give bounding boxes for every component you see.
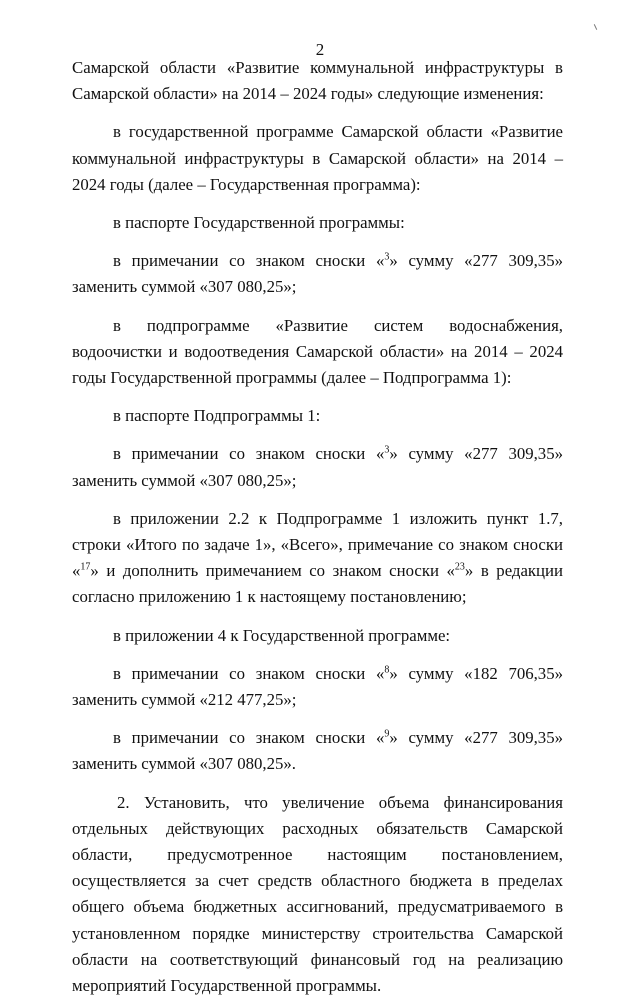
text-fragment: в примечании со знаком сноски «: [113, 444, 385, 464]
text-fragment: » сумму «277 309,35» заменить суммой «307 080,25»;: [72, 251, 563, 297]
paragraph-subprogram-1: в подпрограмме «Развитие систем водоснабжения, водоочистки и водоотведения Самарской области» на 2014 – 2024 годы Государственной программы (далее – Подпрограмма 1):: [72, 315, 563, 388]
text-fragment: в примечании со знаком сноски «: [113, 251, 385, 271]
scan-mark: [594, 24, 597, 30]
paragraph-footnote-9: [72, 725, 563, 777]
text-fragment: в приложении 2.2 к Подпрограмме 1 изложить пункт 1.7, строки «Итого по задаче 1», «Всего», примечание со знаком сноски «: [72, 508, 563, 581]
footnote-mark: 3: [384, 251, 390, 263]
footnote-mark: 17: [80, 561, 91, 573]
footnote-mark: 9: [384, 728, 390, 740]
text-fragment: в примечании со знаком сноски «: [113, 663, 385, 683]
footnote-mark: 23: [454, 561, 465, 573]
paragraph-state-program: в государственной программе Самарской области «Развитие коммунальной инфраструктуры в Самарской области» на 2014 – 2024 годы (далее – Государственная программа):: [72, 122, 563, 194]
text-fragment: » и дополнить примечанием со знаком сноски «: [90, 561, 455, 581]
paragraph-passport-program: в паспорте Государственной программы:: [113, 213, 405, 233]
text-fragment: в примечании со знаком сноски «: [113, 728, 385, 748]
footnote-mark: 8: [384, 664, 390, 676]
paragraph-footnote-3-subprogram: [72, 441, 563, 493]
paragraph-passport-subprogram: в паспорте Подпрограммы 1:: [113, 406, 321, 426]
footnote-mark: 3: [384, 444, 390, 456]
text-fragment: » сумму «182 706,35» заменить суммой «212 477,25»;: [72, 663, 563, 710]
document-body: [72, 55, 563, 999]
text-fragment: » сумму «277 309,35» заменить суммой «307 080,25»;: [72, 444, 563, 490]
paragraph-appendix-2-2: [72, 506, 563, 611]
paragraph-section-2: 2. Установить, что увеличение объема финансирования отдельных действующих расходных обязательств Самарской области, предусмотренное настоящим постановлением, осуществляется за счет средств областного бюджета в пределах общего объема бюджетных ассигнований, предусматриваемого в установленном порядке министерству строительства Самарской области на соответствующий финансовый год на реализацию мероприятий Государственной программы.: [72, 792, 563, 996]
page-number: 2: [315, 40, 325, 59]
paragraph-intro: Самарской области «Развитие коммунальной инфраструктуры в Самарской области» на 2014 – 2024 годы» следующие изменения:: [72, 58, 563, 104]
text-fragment: » сумму «277 309,35» заменить суммой «307 080,25».: [72, 728, 563, 774]
paragraph-footnote-3-program: [72, 248, 563, 300]
text-fragment: » в редакции согласно приложению 1 к настоящему постановлению;: [72, 561, 564, 607]
paragraph-footnote-8: [72, 661, 563, 713]
paragraph-appendix-4: в приложении 4 к Государственной программе:: [113, 625, 451, 645]
